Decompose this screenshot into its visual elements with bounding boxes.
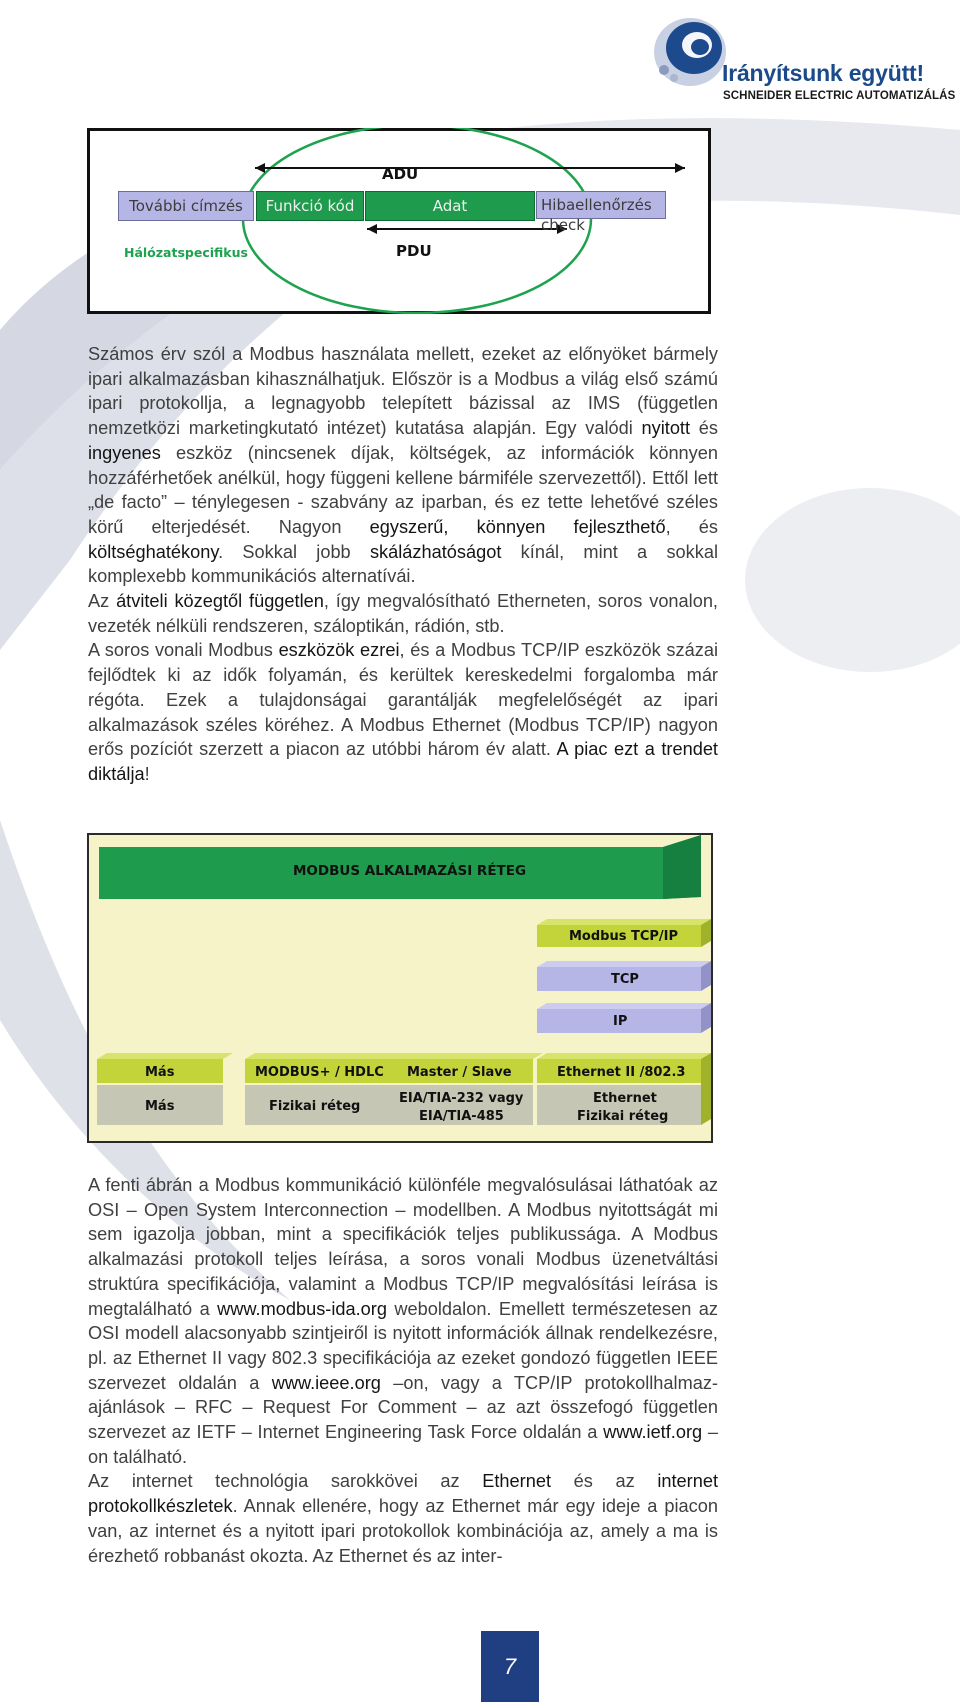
link-ieee[interactable]: www.ieee.org [271, 1372, 381, 1393]
link-modbus-ida[interactable]: www.modbus-ida.org [217, 1298, 387, 1319]
pdu-label: PDU [396, 242, 432, 260]
col-modbus-plus-lower: Fizikai réteg [269, 1099, 361, 1114]
col-ethernet-lower-2: Fizikai réteg [577, 1109, 669, 1124]
adu-label: ADU [382, 165, 419, 183]
logo-globe-icon [650, 12, 730, 92]
highlight-simple: egyszerű, könnyen fejleszthető [369, 516, 666, 537]
text-run: –on, vagy a TCP/IP protokollhalmaz-ajánlások – RFC – Request For Comment – az azt összefogó független szervezet az IETF – Internet Engineering Task Force oldalán a [88, 1372, 718, 1443]
text-block-2 [88, 1173, 718, 1568]
application-layer-label: MODBUS ALKALMAZÁSI RÉTEG [293, 863, 527, 879]
col-modbus-plus-upper: MODBUS+ / HDLC [255, 1065, 384, 1080]
page-number: 7 [481, 1631, 539, 1702]
text-run: –on található. [88, 1422, 718, 1467]
paragraph-devices [88, 638, 718, 786]
highlight-free: ingyenes [88, 442, 161, 463]
field-further-addressing [118, 191, 254, 221]
osi-diagram [87, 833, 713, 1143]
paragraph-medium [88, 589, 718, 638]
highlight-ethernet: Ethernet [482, 1471, 552, 1492]
col-other-upper: Más [145, 1065, 175, 1080]
field-error-check [536, 191, 666, 234]
logo-subtitle: SCHNEIDER ELECTRIC AUTOMATIZÁLÁS [723, 90, 956, 102]
col-ethernet-upper: Ethernet II /802.3 [557, 1065, 686, 1080]
highlight-open: nyitott [641, 418, 691, 439]
highlight-medium-independent: átviteli közegtől független [116, 591, 324, 612]
text-run: eszköz (nincsenek díjak, költségek, az információk könnyen hozzáférhetőek anélkül, hogy függeni kellene bármiféle szervezettől). Ettől lett „de facto” – ténylegesen - szabvány az iparban, és ez tette lehetővé széles körű elterjedését. Nagyon [88, 442, 718, 537]
text-run: , és a Modbus TCP/IP eszközök százai fejlődtek ki az idők folyamán, és kerültek kereskedelmi forgalomba már régóta. Ezek a tulajdonságai garantálják megfelelőségét az ipari alkalmazások széles köréhez. A Modbus Ethernet (Modbus TCP/IP) nagyon erős pozíciót szerzett a piacon az utóbbi három év alatt. [88, 640, 718, 760]
stack-modbus-tcp-label: Modbus TCP/IP [569, 929, 679, 944]
col-master-slave-upper: Master / Slave [407, 1065, 512, 1080]
adu-diagram [87, 128, 711, 314]
field-function-code-label: Funkció kód [265, 197, 355, 215]
highlight-cost-effective: költséghatékony [88, 541, 219, 562]
highlight-internet-protocols: internet protokollkészletek [88, 1471, 719, 1517]
field-data-label: Adat [432, 197, 468, 215]
highlight-thousands-devices: eszközök ezrei [278, 640, 400, 661]
brand-logo [650, 12, 956, 107]
text-run: Az internet technológia sarokkövei az [88, 1471, 483, 1492]
stack-tcp-label: TCP [611, 972, 639, 987]
col-ethernet-lower-1: Ethernet [593, 1091, 657, 1106]
field-data [365, 191, 535, 221]
link-ietf[interactable]: www.ietf.org [603, 1422, 703, 1443]
text-run: Számos érv szól a Modbus használata mellett, ezeket az előnyöket bármely ipari alkalmazásban kihasználhatjuk. Először is a Modbus a világ első számú ipari protokollja, a legnagyobb telepített bázissal az IMS (független nemzetközi marketingkutató intézet) kutatása alapján. Egy valódi [88, 344, 718, 439]
text-run: ! [144, 763, 150, 784]
text-run: és az [551, 1471, 658, 1492]
text-run: . Sokkal jobb [218, 541, 370, 562]
paragraph-internet [88, 1469, 718, 1568]
field-error-check-label: Hibaellenőrzés check [541, 196, 652, 234]
text-run: . Annak ellenére, hogy az Ethernet már egy ideje a piacon van, az internet és a nyitott ipari protokollok kombinációja az, amely a ma is érezhető robbanást okozta. Az Ethernet és az inter- [88, 1496, 718, 1566]
col-other-lower: Más [145, 1099, 175, 1114]
text-run: , így megvalósítható Etherneten, soros vonalon, vezeték nélküli rendszeren, száloptikán, rádión, stb. [88, 591, 718, 636]
highlight-scalability: skálázhatóságot [369, 541, 502, 562]
logo-title: Irányítsunk együtt! [722, 60, 924, 86]
col-master-slave-lower-1: EIA/TIA-232 vagy [399, 1091, 524, 1106]
network-specific-label: Hálózatspecifikus [124, 245, 248, 260]
col-master-slave-lower-2: EIA/TIA-485 [419, 1109, 504, 1124]
paragraph-osi [88, 1173, 718, 1469]
field-further-addressing-label: További címzés [129, 197, 243, 215]
field-function-code [256, 191, 364, 221]
text-run: A fenti ábrán a Modbus kommunikáció különféle megvalósulásai láthatóak az OSI – Open System Interconnection – modellben. A Modbus nyitottságát mi sem igazolja jobban, mint a specifikációk teljes publikussága. A Modbus alkalmazási protokoll teljes leírása, a soros vonali Modbus üzenetváltási struktúra specifikációja, valamint a Modbus TCP/IP megvalósítási leírása is megtalálható a [88, 1175, 718, 1319]
stack-ip-label: IP [613, 1014, 628, 1029]
paragraph-benefits [88, 342, 718, 589]
text-run: A soros vonali Modbus [88, 640, 279, 661]
text-run: , és [665, 516, 718, 537]
text-run: Az [88, 591, 117, 612]
highlight-market-trend: A piac ezt a trendet diktálja [88, 739, 718, 784]
text-block-1 [88, 342, 718, 787]
text-run: kínál, mint a sokkal komplexebb kommunikációs alternatívái. [88, 541, 718, 587]
text-run: weboldalon. Emellett természetesen az OSI modell alacsonyabb szintjeiről is nyitott információk állnak rendelkezésre, pl. az Ethernet II vagy 802.3 specifikációja az ezeket gondozó független IEEE szervezet oldalán a [88, 1298, 718, 1393]
text-run: és [690, 418, 718, 439]
